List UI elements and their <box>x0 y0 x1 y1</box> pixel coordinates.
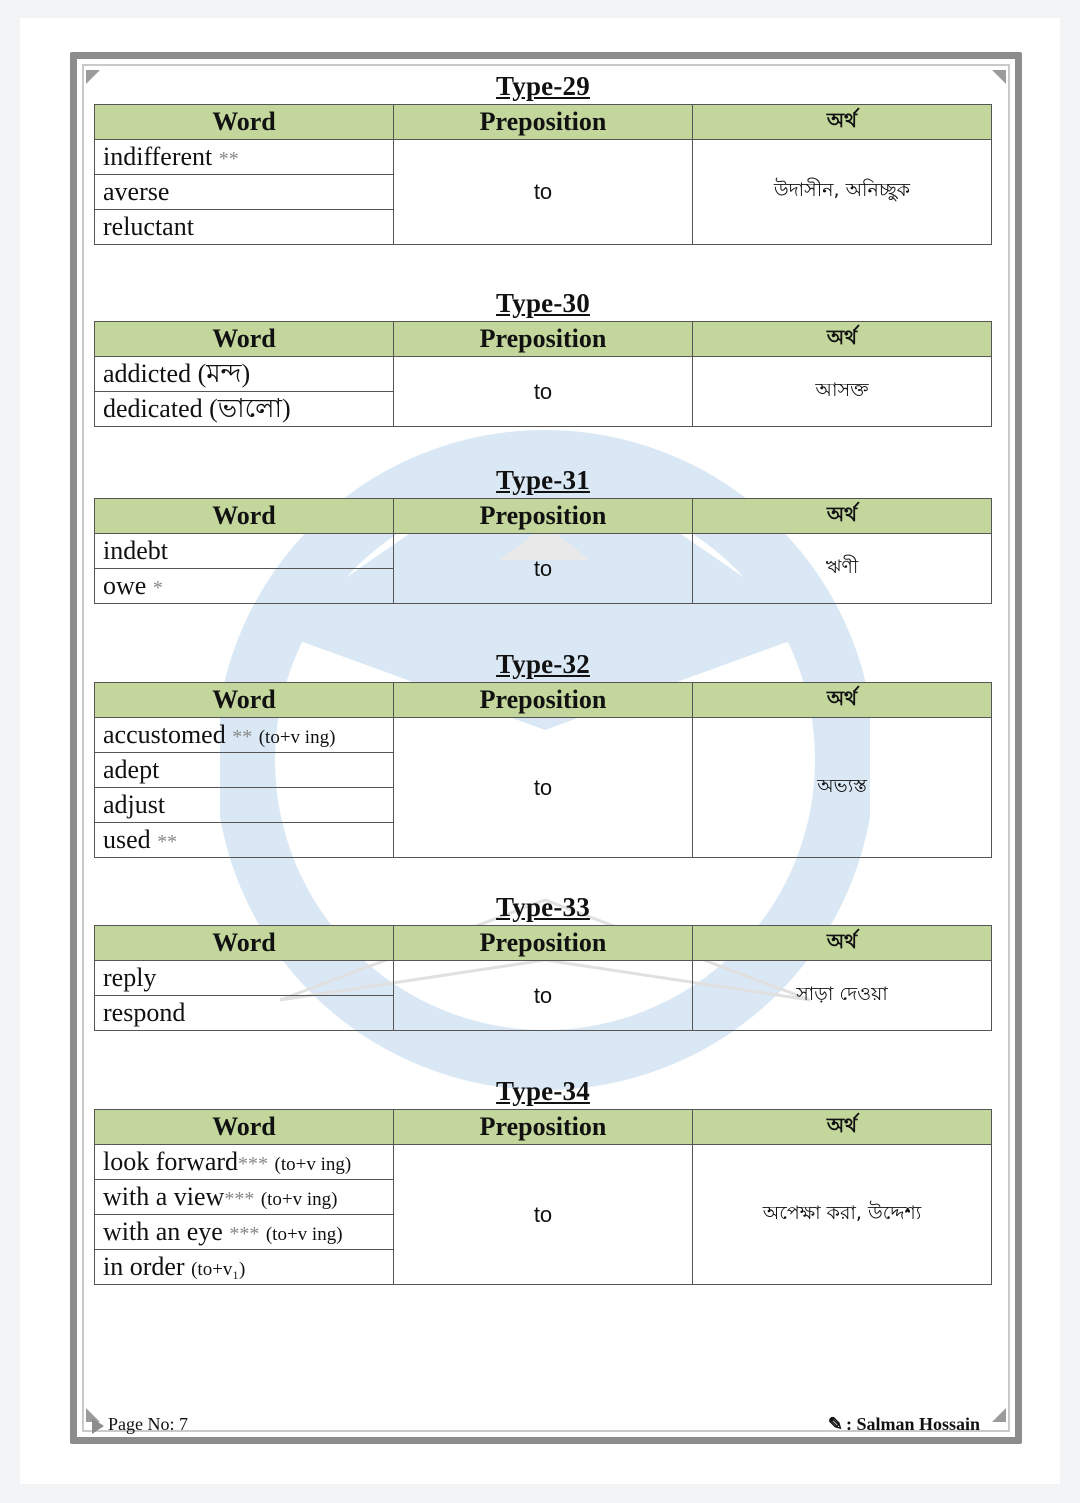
word-list <box>95 357 394 427</box>
word-list <box>95 140 394 245</box>
word-list <box>95 718 394 858</box>
header-preposition: Preposition <box>394 1110 693 1145</box>
word-item: indebt <box>95 534 393 569</box>
corner-ornament-icon <box>992 70 1006 84</box>
section-title: Type-29 <box>496 71 590 101</box>
word-item: reluctant <box>103 212 194 241</box>
header-preposition: Preposition <box>394 683 693 718</box>
section-type-33 <box>94 889 992 1031</box>
header-meaning: অর্থ <box>693 322 992 357</box>
preposition-cell: to <box>394 140 693 245</box>
meaning-cell: সাড়া দেওয়া <box>693 961 992 1031</box>
preposition-cell: to <box>394 961 693 1031</box>
header-preposition: Preposition <box>394 105 693 140</box>
preposition-table <box>94 321 992 427</box>
preposition-cell: to <box>394 718 693 858</box>
header-word: Word <box>95 683 394 718</box>
word-item: adept <box>95 753 393 788</box>
word-item: dedicated (ভালো) <box>103 394 291 423</box>
header-word: Word <box>95 322 394 357</box>
word-item: addicted (মন্দ) <box>95 357 393 392</box>
header-preposition: Preposition <box>394 926 693 961</box>
section-type-32 <box>94 646 992 858</box>
section-type-30 <box>94 285 992 427</box>
word-item: with an eye *** (to+v ing) <box>95 1215 393 1250</box>
section-type-29 <box>94 68 992 245</box>
preposition-cell: to <box>394 1145 693 1285</box>
section-type-34 <box>94 1073 992 1285</box>
word-item: averse <box>95 175 393 210</box>
word-item: reply <box>95 961 393 996</box>
header-word: Word <box>95 926 394 961</box>
section-title: Type-31 <box>496 465 590 495</box>
header-preposition: Preposition <box>394 322 693 357</box>
header-meaning: অর্থ <box>693 683 992 718</box>
word-item: owe * <box>103 571 163 600</box>
section-title: Type-32 <box>496 649 590 679</box>
header-meaning: অর্থ <box>693 926 992 961</box>
preposition-table <box>94 925 992 1031</box>
pen-icon: ✎ <box>827 1414 843 1434</box>
section-title: Type-30 <box>496 288 590 318</box>
meaning-cell: অভ্যস্ত <box>693 718 992 858</box>
word-list <box>95 1145 394 1285</box>
preposition-table <box>94 498 992 604</box>
word-item: with a view*** (to+v ing) <box>95 1180 393 1215</box>
preposition-cell: to <box>394 534 693 604</box>
header-meaning: অর্থ <box>693 499 992 534</box>
word-item: respond <box>103 998 186 1027</box>
header-word: Word <box>95 105 394 140</box>
header-meaning: অর্থ <box>693 1110 992 1145</box>
word-item: indifferent ** <box>95 140 393 175</box>
preposition-table <box>94 1109 992 1285</box>
page-number: Page No: 7 <box>92 1414 188 1435</box>
header-meaning: অর্থ <box>693 105 992 140</box>
word-list <box>95 961 394 1031</box>
preposition-table <box>94 104 992 245</box>
corner-ornament-icon <box>992 1408 1006 1422</box>
word-item: used ** <box>103 825 178 854</box>
meaning-cell: অপেক্ষা করা, উদ্দেশ্য <box>693 1145 992 1285</box>
meaning-cell: ঋণী <box>693 534 992 604</box>
word-item: accustomed ** (to+v ing) <box>95 718 393 753</box>
meaning-cell: আসক্ত <box>693 357 992 427</box>
word-item: in order (to+v₁) <box>103 1252 246 1281</box>
triangle-marker-icon <box>92 1418 104 1434</box>
author-credit: ✎ : Salman Hossain <box>827 1414 980 1434</box>
header-word: Word <box>95 499 394 534</box>
word-item: adjust <box>95 788 393 823</box>
section-type-31 <box>94 462 992 604</box>
header-preposition: Preposition <box>394 499 693 534</box>
preposition-cell: to <box>394 357 693 427</box>
section-title: Type-33 <box>496 892 590 922</box>
section-title: Type-34 <box>496 1076 590 1106</box>
meaning-cell: উদাসীন, অনিচ্ছুক <box>693 140 992 245</box>
word-item: look forward*** (to+v ing) <box>95 1145 393 1180</box>
word-list <box>95 534 394 604</box>
preposition-table <box>94 682 992 858</box>
header-word: Word <box>95 1110 394 1145</box>
